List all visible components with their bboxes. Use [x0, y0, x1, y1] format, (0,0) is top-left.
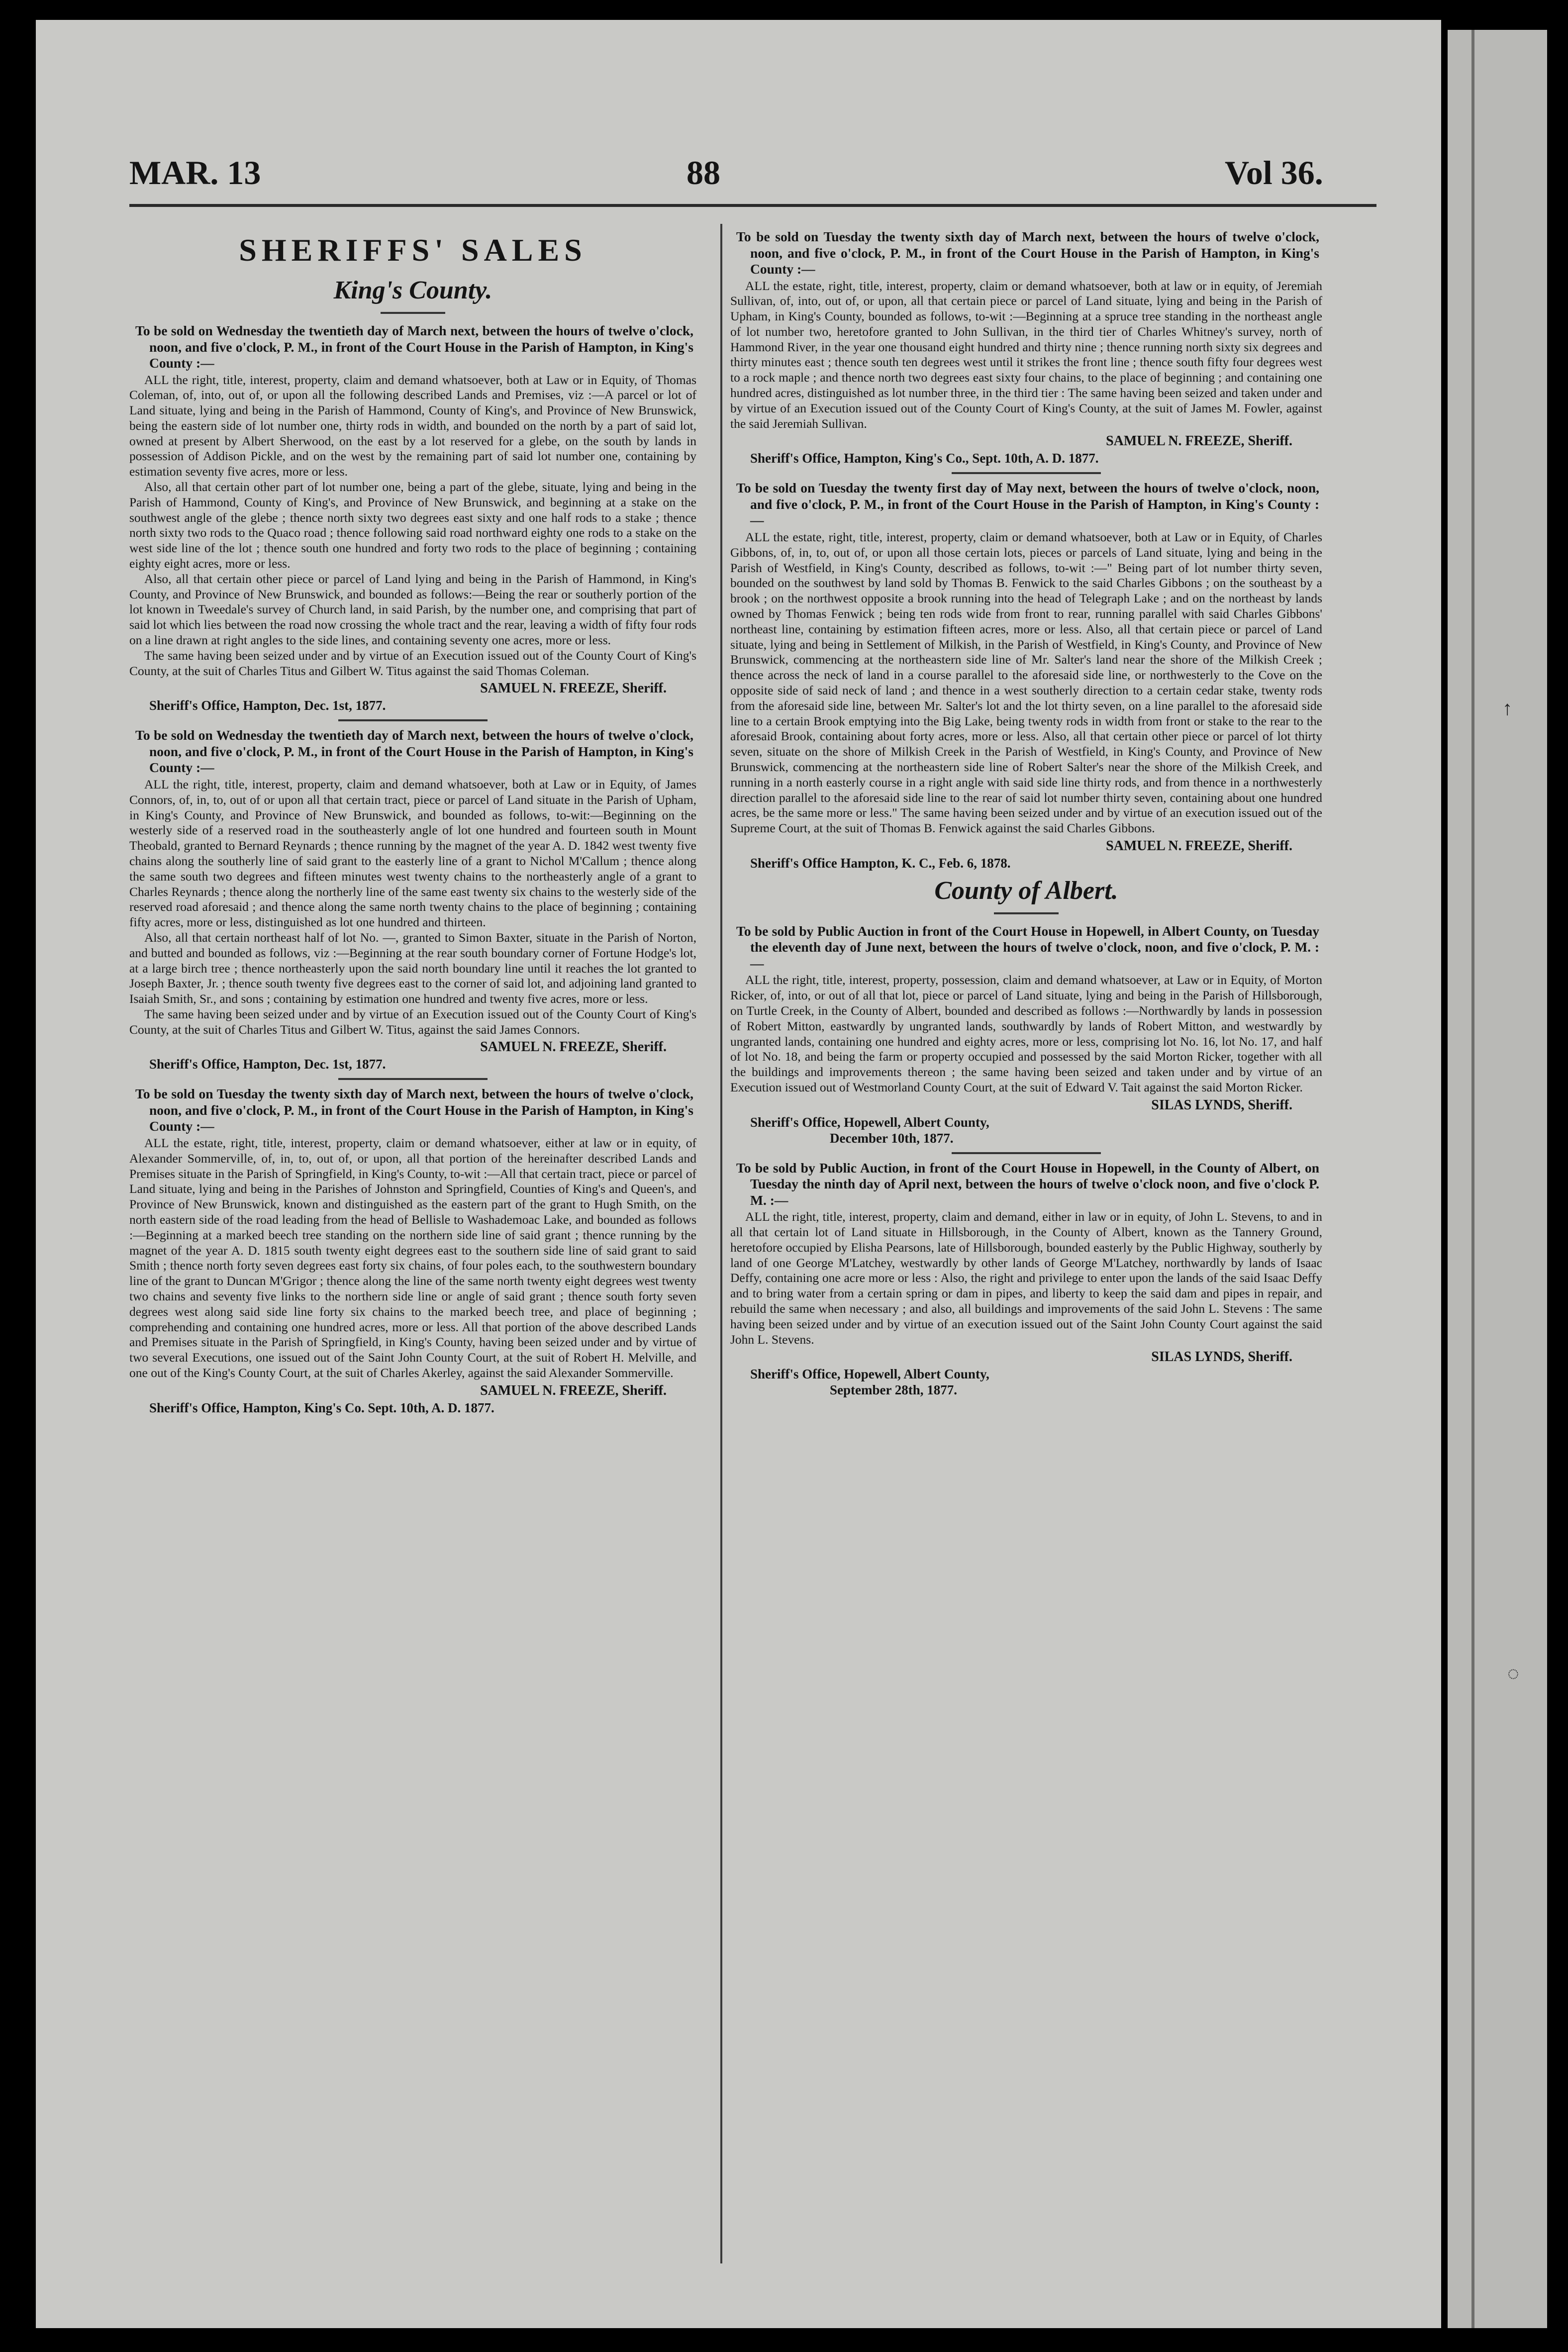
sheriff-signature: SILAS LYNDS, Sheriff.	[1151, 1097, 1292, 1113]
sheriff-office-line: Sheriff's Office, Hampton, King's Co. Sept. 10th, A. D. 1877.	[149, 1400, 494, 1415]
notice-intro: To be sold by Public Auction, in front of the Court House in Hopewell, in the County of Albert, on Tuesday the ninth day of April next, between the hours of twelve o'clock noon, and five o'clock P. M. :—	[736, 1160, 1319, 1208]
sheriff-office-line: September 28th, 1877.	[830, 1382, 957, 1398]
sheriff-office-line: Sheriff's Office, Hopewell, Albert County,	[750, 1367, 989, 1382]
notice-separator	[952, 1152, 1101, 1154]
notice-separator	[338, 719, 488, 721]
sheriff-signature: SILAS LYNDS, Sheriff.	[1151, 1349, 1292, 1365]
sheriff-signature: SAMUEL N. FREEZE, Sheriff.	[480, 1382, 667, 1398]
page-number: 88	[686, 154, 720, 192]
notice-paragraph: ALL the right, title, interest, property, possession, claim and demand whatsoever, at Law or in Equity, of Morton Ricker, of, into, or out of all that lot, piece or parcel of Land situate, lying and being in the Parish of Hillsborough, on Turtle Creek, in the County of Albert, bounded and described as follows :—Northwardly by lands in possession of Robert Mitton, eastwardly by ungranted lands, southwardly by lands of Robert Mitton, and westwardly by ungranted lands, containing one hundred and eighty acres, more or less, comprising lot No. 16, lot No. 17, and half of lot No. 18, and being the farm or property occupied and possessed by the said Morton Ricker, together with all the buildings and improvements thereon ; the same having been seized and taken under and by virtue of an Execution issued out of Westmorland County Court, at the suit of Edward V. Tait against the said Morton Ricker.	[730, 973, 1322, 1094]
heading-rule	[994, 912, 1059, 914]
sale-notice	[730, 480, 1322, 871]
county-heading-albert: County of Albert.	[934, 876, 1118, 905]
notice-paragraph: Also, all that certain other part of lot number one, being a part of the glebe, situate, lying and being in the Parish of Hammond, County of King's, and Province of New Brunswick, and beginning at a stake on the southwest angle of the glebe ; thence north sixty two degrees east sixty and one half rods to a stake ; thence north sixty two rods to the Quaco road ; thence following said road northward eighty one rods to a stake on the west side line of the lot ; thence south one hundred and forty two rods to the place of beginning ; containing eighty eight acres, more or less.	[129, 480, 696, 571]
sale-notice	[129, 1086, 696, 1415]
section-masthead: SHERIFFS' SALES	[239, 232, 587, 268]
sheriff-office-line: Sheriff's Office, Hampton, Dec. 1st, 1877.	[149, 1057, 386, 1072]
notice-body	[730, 530, 1322, 836]
right-ad-list	[730, 229, 1322, 871]
adjacent-page-rule	[1471, 30, 1474, 2328]
sheriff-signature: SAMUEL N. FREEZE, Sheriff.	[480, 681, 667, 696]
notice-intro: To be sold by Public Auction in front of the Court House in Hopewell, in Albert County, on Tuesday the eleventh day of June next, between the hours of twelve o'clock, noon, and five o'clock, P. M. :—	[736, 923, 1319, 971]
notice-body	[129, 373, 696, 679]
albert-ad-list	[730, 923, 1322, 1398]
notice-body	[129, 777, 696, 1038]
sale-notice	[129, 727, 696, 1072]
header-rule	[129, 204, 1376, 207]
sheriff-office-line: Sheriff's Office, Hampton, King's Co., Sept. 10th, A. D. 1877.	[750, 451, 1099, 466]
notice-body	[730, 279, 1322, 432]
volume-number: Vol 36.	[1225, 154, 1323, 192]
notice-paragraph: The same having been seized under and by virtue of an Execution issued out of the County Court of King's County, at the suit of Charles Titus and Gilbert W. Titus, against the said James Connors.	[129, 1006, 696, 1037]
notice-body	[730, 1209, 1322, 1347]
sheriff-office-line: Sheriff's Office, Hampton, Dec. 1st, 1877.	[149, 698, 386, 713]
sheriff-signature: SAMUEL N. FREEZE, Sheriff.	[1106, 433, 1292, 449]
margin-mark: ◌	[1507, 1662, 1519, 1684]
notice-paragraph: Also, all that certain northeast half of lot No. —, granted to Simon Baxter, situate in the Parish of Norton, and butted and bounded as follows, viz :—Beginning at the rear south boundary corner of Fortune Hodge's lot, at a large birch tree ; thence northeasterly upon the said north boundary line until it reaches the lot granted to Joseph Baxter, Jr. ; thence south twenty five degrees east to the corner of said lot, and adjoining land granted to Isaiah Smith, Sr., and sons ; containing by estimation one hundred and twenty five acres, more or less.	[129, 930, 696, 1006]
notice-paragraph: ALL the estate, right, title, interest, property, claim or demand whatsoever, either at law or in equity, of Alexander Sommerville, of, in, to, out of, or upon, all that portion of the hereinafter described Lands and Premises situate in the Parish of Springfield, in King's County, to-wit :—All that certain tract, piece or parcel of Land situate, lying and being in the Parishes of Johnston and Springfield, Counties of King's and Queen's, and Province of New Brunswick, known and distinguished as the eastern part of the grant to Hugh Smith, on the north eastern side of the road leading from the head of Bellisle to Washademoac Lake, and bounded as follows :—Beginning at a marked beech tree standing on the northern side line of said grant ; thence running by the magnet of the year A. D. 1815 south twenty eight degrees east to the southern side line of said grant to said Smith ; thence north forty seven degrees east forty six chains, of four poles each, to the southwestern boundary line of the grant to Duncan M'Grigor ; thence along the line of the same north twenty eight degrees west twenty two chains and seventy five links to the northern side line or angle of said grant ; thence south forty seven degrees west along said side line forty six chains to the marked beech tree, and place of beginning ; comprehending and containing one hundred acres, more or less. All that portion of the above described Lands and Premises situate in the Parish of Springfield, in King's County, having been seized under and by virtue of two several Executions, one issued out of the Saint John County Court, at the suit of Robert H. Melville, and one out of the King's County Court, at the suit of Charles Akerley, against the said Alexander Sommerville.	[129, 1135, 696, 1380]
notice-intro: To be sold on Wednesday the twentieth day of March next, between the hours of twelve o'clock, noon, and five o'clock, P. M., in front of the Court House in the Parish of Hampton, in King's County :—	[135, 323, 693, 371]
county-heading-kings: King's County.	[333, 276, 492, 304]
notice-intro: To be sold on Tuesday the twenty first day of May next, between the hours of twelve o'clock, noon, and five o'clock, P. M., in front of the Court House in the Parish of Hampton, in King's County :—	[736, 480, 1319, 528]
notice-separator	[338, 1078, 488, 1080]
left-column	[129, 229, 696, 1420]
notice-paragraph: Also, all that certain other piece or parcel of Land lying and being in the Parish of Hammond, in King's County, and Province of New Brunswick, and bounded as follows:—Being the rear or southerly portion of the lot known in Tweedale's survey of Church land, in said Parish, by the number one, and comprising that part of said lot which lies between the road now crossing the whole tract and the rear, leaving a width of fifty four rods on a line drawn at right angles to the side lines, and containing seventy one acres, more or less.	[129, 571, 696, 648]
sale-notice	[730, 229, 1322, 466]
sale-notice	[730, 1160, 1322, 1398]
sheriff-signature: SAMUEL N. FREEZE, Sheriff.	[1106, 838, 1292, 854]
sale-notice	[730, 923, 1322, 1146]
adjacent-page-edge	[1448, 30, 1547, 2328]
notice-intro: To be sold on Tuesday the twenty sixth day of March next, between the hours of twelve o'clock, noon, and five o'clock, P. M., in front of the Court House in the Parish of Hampton, in King's County :—	[135, 1086, 693, 1134]
heading-rule	[381, 312, 445, 314]
right-column	[730, 229, 1322, 1402]
notice-paragraph: ALL the right, title, interest, property, claim and demand whatsoever, both at Law or in Equity, of James Connors, of, in, to, out of or upon all that certain tract, piece or parcel of Land situate in the Parish of Upham, in King's County, and Province of New Brunswick, and bounded as follows, to-wit:—Beginning on the westerly side of a reserved road in the southeasterly angle of lot one hundred and fourteen south in Mount Theobald, granted to Bernard Reynards ; thence running by the magnet of the year A. D. 1842 west twenty five chains along the southerly line of said grant to the easterly line of a grant to Nichol M'Callum ; thence along the same south two degrees and fifteen minutes west twenty chains to the northeasterly angle of a grant to Charles Reynards ; thence along the northerly line of the same east twenty six chains to the westerly side of the reserved road aforesaid ; and thence along the same north twenty chains to the place of beginning ; containing fifty acres, more or less, distinguished as lot one hundred and thirteen.	[129, 777, 696, 930]
sheriff-office-line: December 10th, 1877.	[830, 1130, 954, 1146]
page-header	[36, 20, 1441, 229]
sheriff-office-line: Sheriff's Office Hampton, K. C., Feb. 6, 1878.	[750, 855, 1011, 871]
left-ad-list	[129, 323, 696, 1416]
notice-paragraph: ALL the estate, right, title, interest, property, claim or demand whatsoever, both at law or in equity, of Jeremiah Sullivan, of, into, out of, or upon, all that certain piece or parcel of Land situate, lying and being in the Parish of Upham, in King's County, bounded as follows, to-wit :—Beginning at a spruce tree standing in the northeast angle of lot number two, heretofore granted to John Sullivan, in the third tier of Charles Whitney's survey, north of Hammond River, in the year one thousand eight hundred and thirty nine ; thence running north sixty six degrees and thirty minutes east ; thence south ten degrees west until it strikes the front line ; thence south fifty four degrees west to a rock maple ; and thence north two degrees east sixty four chains, to the place of beginning ; and containing one hundred acres, distinguished as lot number three, in the third tier : The same having been seized and taken under and by virtue of an Execution issued out of the County Court of King's County, at the suit of James M. Fowler, against the said Jeremiah Sullivan.	[730, 278, 1322, 431]
sale-notice	[129, 323, 696, 713]
margin-mark: ↑	[1502, 697, 1512, 719]
notice-paragraph: The same having been seized under and by virtue of an Execution issued out of the County Court of King's County, at the suit of Charles Titus and Gilbert W. Titus against the said Thomas Coleman.	[129, 648, 696, 678]
notice-separator	[952, 472, 1101, 474]
notice-paragraph: ALL the right, title, interest, property, claim and demand whatsoever, both at Law or in Equity, of Thomas Coleman, of, into, out of, or upon all the following described Lands and Premises, viz :—A parcel or lot of Land situate, lying and being in the Parish of Hammond, County of King's, and Province of New Brunswick, being the eastern side of lot number one, thirty rods in width, and bounded on the north by a part of said lot, owned at present by Albert Sherwood, on the east by a lot reserved for a glebe, on the south by lands in possession of Addison Pickle, and on the west by the remaining part of said lot number one, containing by estimation seventy five acres, more or less.	[129, 372, 696, 479]
notice-intro: To be sold on Wednesday the twentieth day of March next, between the hours of twelve o'clock, noon, and five o'clock, P. M., in front of the Court House in the Parish of Hampton, in King's County :—	[135, 727, 693, 776]
column-divider	[720, 224, 722, 2263]
notice-paragraph: ALL the right, title, interest, property, claim and demand, either in law or in equity, of John L. Stevens, to and in all that certain lot of Land situate in Hillsborough, in the County of Albert, known as the Tannery Ground, heretofore occupied by Elisha Pearsons, late of Hillsborough, bounded easterly by the Public Highway, southerly by land of one George M'Latchey, westwardly by other lands of George M'Latchey, northwardly by lands of Isaac Deffy, containing one acre more or less : Also, the right and privilege to enter upon the lands of the said Isaac Deffy and to bring water from a certain spring or dam in pipes, and liberty to keep the said dam and pipes in repair, and rebuild the same when necessary ; and also, all buildings and improvements of the said John L. Stevens : The same having been seized under and by virtue of an execution issued out of the Saint John County Court against the said John L. Stevens.	[730, 1209, 1322, 1347]
newspaper-page	[36, 20, 1441, 2328]
notice-body	[129, 1136, 696, 1381]
sheriff-office-line: Sheriff's Office, Hopewell, Albert County,	[750, 1114, 989, 1130]
sheriff-signature: SAMUEL N. FREEZE, Sheriff.	[480, 1039, 667, 1055]
notice-intro: To be sold on Tuesday the twenty sixth day of March next, between the hours of twelve o'clock, noon, and five o'clock, P. M., in front of the Court House in the Parish of Hampton, in King's County :—	[736, 229, 1319, 277]
notice-body	[730, 973, 1322, 1095]
notice-paragraph: ALL the estate, right, title, interest, property, claim or demand whatsoever, both at Law or in Equity, of Charles Gibbons, of, in, to, out of, or upon all those certain lots, pieces or parcels of Land situate, lying and being in the Parish of Westfield, in King's County, described as follows, to-wit :—" Being part of lot number thirty seven, bounded on the southwest by land sold by Thomas B. Fenwick to the said Charles Gibbons ; on the southeast by a brook ; on the northwest opposite a brook running into the head of Telegraph Lake ; and on the northeast by lands owned by Thomas Fenwick ; being ten rods wide from front to rear, running parallel with said Charles Gibbons' northeast line, containing by estimation fifteen acres, more or less. Also, all that certain piece or parcel of Land situate, lying and being in Settlement of Milkish, in the Parish of Westfield, in King's County, and Province of New Brunswick, commencing at the northeastern side line of Mr. Salter's land near the shore of the Milkish Creek ; thence across the neck of land in a course parallel to the aforesaid side line, or northwesterly to the Cove on the opposite side of said neck of land ; and thence in a west southerly direction to a certain cedar stake, twenty rods from the aforesaid side line, between Mr. Salter's lot and the lot thirty seven, on a line parallel to the aforesaid side line to a certain Brook emptying into the Big Lake, being twenty rods in width from front or stake to the rear to the aforesaid Brook, containing about forty acres, more or less. Also, all that certain other piece or parcel of lot thirty seven, situate on the shore of Milkish Creek in the Parish of Westfield, in King's County, and Province of New Brunswick, commencing at the northeastern side line of Robert Salter's near the shore of the Milkish Creek, and running in a north easterly course in a right angle with said side line thirty rods, and from thence in a northwesterly direction parallel to the aforesaid side line to the rear of said lot number thirty seven, containing about one hundred acres, be the same more or less." The same having been seized under and by virtue of an execution issued out of the Supreme Court, at the suit of Thomas B. Fenwick against the said Charles Gibbons.	[730, 529, 1322, 836]
issue-date: MAR. 13	[129, 154, 261, 192]
